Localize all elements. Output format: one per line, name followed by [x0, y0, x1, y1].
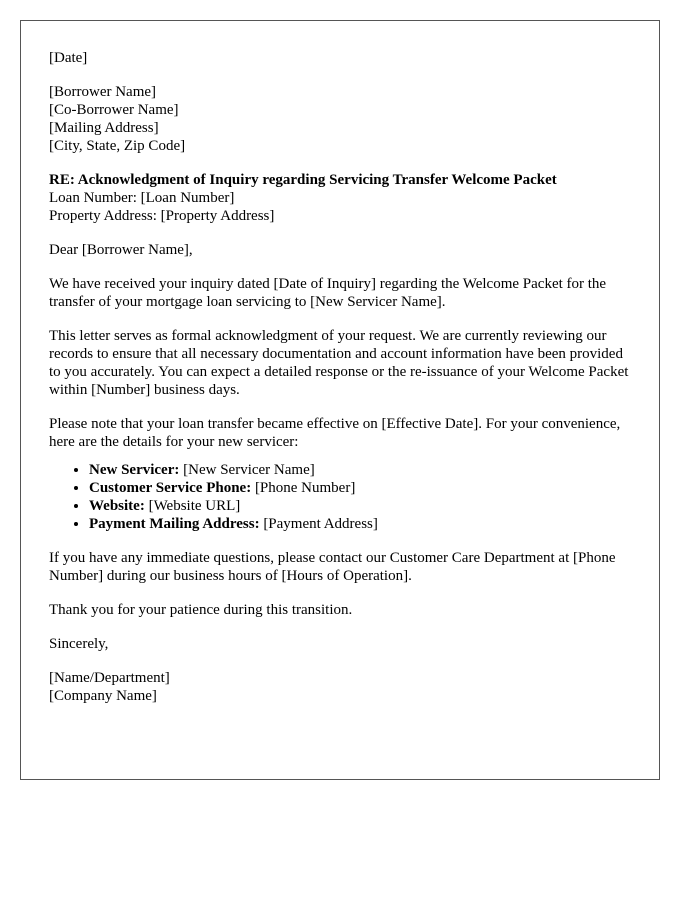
detail-value: [New Servicer Name] [179, 462, 315, 478]
subject-block [49, 171, 631, 225]
city-state-zip: [City, State, Zip Code] [49, 138, 186, 154]
paragraph-acknowledgment: This letter serves as formal acknowledgment of your request. We are currently reviewing our records to ensure that all necessary documentation and account information have been provided to you accurately. You can expect a detailed response or the re-issuance of your Welcome Packet within [Number] business days. [49, 328, 629, 398]
signature-name-department: [Name/Department] [49, 670, 170, 686]
list-item-new-servicer [89, 461, 631, 479]
subject-line: RE: Acknowledgment of Inquiry regarding Servicing Transfer Welcome Packet [49, 172, 557, 188]
borrower-name: [Borrower Name] [49, 84, 157, 100]
list-item-website [89, 497, 631, 515]
mailing-address: [Mailing Address] [49, 120, 159, 136]
co-borrower-name: [Co-Borrower Name] [49, 102, 179, 118]
list-item-payment-mailing-address [89, 515, 631, 533]
list-item-customer-service-phone [89, 479, 631, 497]
detail-value: [Payment Address] [259, 516, 378, 532]
salutation: Dear [Borrower Name], [49, 242, 193, 258]
detail-label: New Servicer: [89, 462, 180, 478]
loan-number-line: Loan Number: [Loan Number] [49, 190, 235, 206]
paragraph-thank-you: Thank you for your patience during this transition. [49, 602, 353, 618]
detail-value: [Phone Number] [251, 480, 356, 496]
closing: Sincerely, [49, 636, 109, 652]
letter-date-block [49, 49, 631, 67]
detail-value: [Website URL] [144, 498, 241, 514]
detail-label: Payment Mailing Address: [89, 516, 260, 532]
property-address-line: Property Address: [Property Address] [49, 208, 275, 224]
detail-label: Website: [89, 498, 145, 514]
recipient-address-block [49, 83, 631, 155]
letter-page [20, 20, 660, 780]
letter-date: [Date] [49, 50, 88, 66]
paragraph-transfer-effective: Please note that your loan transfer became effective on [Effective Date]. For your convenience, here are the details for your new servicer: [49, 416, 621, 450]
paragraph-contact: If you have any immediate questions, please contact our Customer Care Department at [Phone Number] during our business hours of [Hours of Operation]. [49, 550, 616, 584]
servicer-details-list [49, 461, 631, 533]
detail-label: Customer Service Phone: [89, 480, 252, 496]
signature-block [49, 669, 631, 705]
signature-company-name: [Company Name] [49, 688, 157, 704]
paragraph-inquiry-received: We have received your inquiry dated [Date of Inquiry] regarding the Welcome Packet for the transfer of your mortgage loan servicing to [New Servicer Name]. [49, 276, 607, 310]
